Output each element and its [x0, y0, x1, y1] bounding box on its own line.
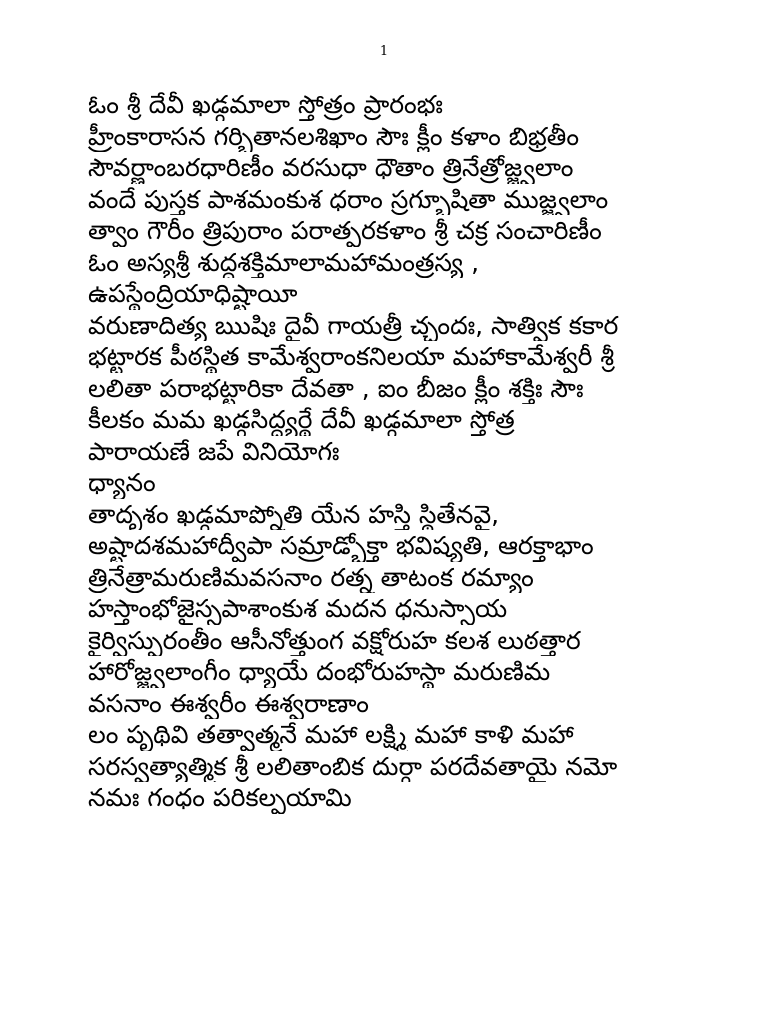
section-heading: ధ్యానం: [88, 468, 156, 497]
text-line: కైర్విస్ఫురంతీం ఆసీనోత్తుంగ వక్షోరుహ కలశ లుఠత్తార: [88, 625, 581, 655]
text-line: వసనాం ఈశ్వరీం ఈశ్వరాణాం: [88, 688, 369, 718]
text-line: హస్తాంభోజైస్సపాశాంకుశ మదన ధనుస్సాయ: [88, 594, 508, 623]
text-line: ఉపస్థేంద్రియాధిష్టాయీ: [88, 279, 298, 308]
text-line: కీలకం మమ ఖడ్గసిద్ధ్యర్థే దేవీ ఖడ్గమాలా స్తోత్ర: [88, 405, 515, 434]
text-line: త్వాం గౌరీం త్రిపురాం పరాత్పరకళాం శ్రీ చక్ర సంచారిణీం: [88, 216, 602, 245]
text-line: తాదృశం ఖడ్గమాప్నోతి యేన హస్తి స్థితేనవై,: [88, 499, 500, 529]
text-line: వందే పుస్తక పాశమంకుశ ధరాం స్రగ్భూషితా ముజ్జ్వలాం: [88, 184, 609, 214]
text-line: ఓం శ్రీ దేవీ ఖడ్గమాలా స్తోత్రం ప్రారంభః: [88, 90, 443, 119]
page-number: 1: [379, 44, 389, 59]
text-line: అష్టాదశమహాద్వీపా సమ్రాడ్భోక్తా భవిష్యతి, ఆరక్తాభాం: [88, 531, 594, 560]
text-line: హ్రీంకారాసన గర్భితానలశిఖాం సౌః క్లీం కళాం బిభ్రతీం: [88, 121, 580, 151]
text-line: వరుణాదిత్య ఋషిః దైవీ గాయత్రీ చ్ఛందః, సాత్విక కకార: [88, 310, 619, 340]
text-line: ఓం అస్యశ్రీ శుద్ధశక్తిమాలామహామంత్రస్య ,: [88, 247, 480, 277]
text-line: లం పృథివి తత్వాత్మనే మహా లక్ష్మి మహా కాళి మహా: [88, 720, 574, 749]
text-line: హారోజ్జ్వలాంగీం ధ్యాయే దంభోరుహస్థా మరుణిమ: [88, 657, 551, 686]
text-line: త్రినేత్రామరుణిమవసనాం రత్న తాటంక రమ్యాం: [88, 562, 534, 592]
stotram-text: [88, 89, 688, 814]
text-line: సరస్వత్యాత్మిక శ్రీ లలితాంబిక దుర్గా పరదేవతాయై నమో: [88, 751, 618, 781]
text-line: పారాయణే జపే వినియోగః: [88, 436, 340, 466]
text-line: లలితా పరాభట్టారికా దేవతా , ఐం బీజం క్లీం శక్తిః సౌః: [88, 373, 584, 403]
text-line: నమః గంధం పరికల్పయామి: [88, 783, 352, 812]
text-line: భట్టారక పీఠస్థిత కామేశ్వరాంకనిలయా మహాకామేశ్వరీ శ్రీ: [88, 342, 615, 371]
text-line: సౌవర్ణాంబరధారిణీం వరసుధా ధౌతాం త్రినేత్రోజ్జ్వలాం: [88, 153, 574, 182]
